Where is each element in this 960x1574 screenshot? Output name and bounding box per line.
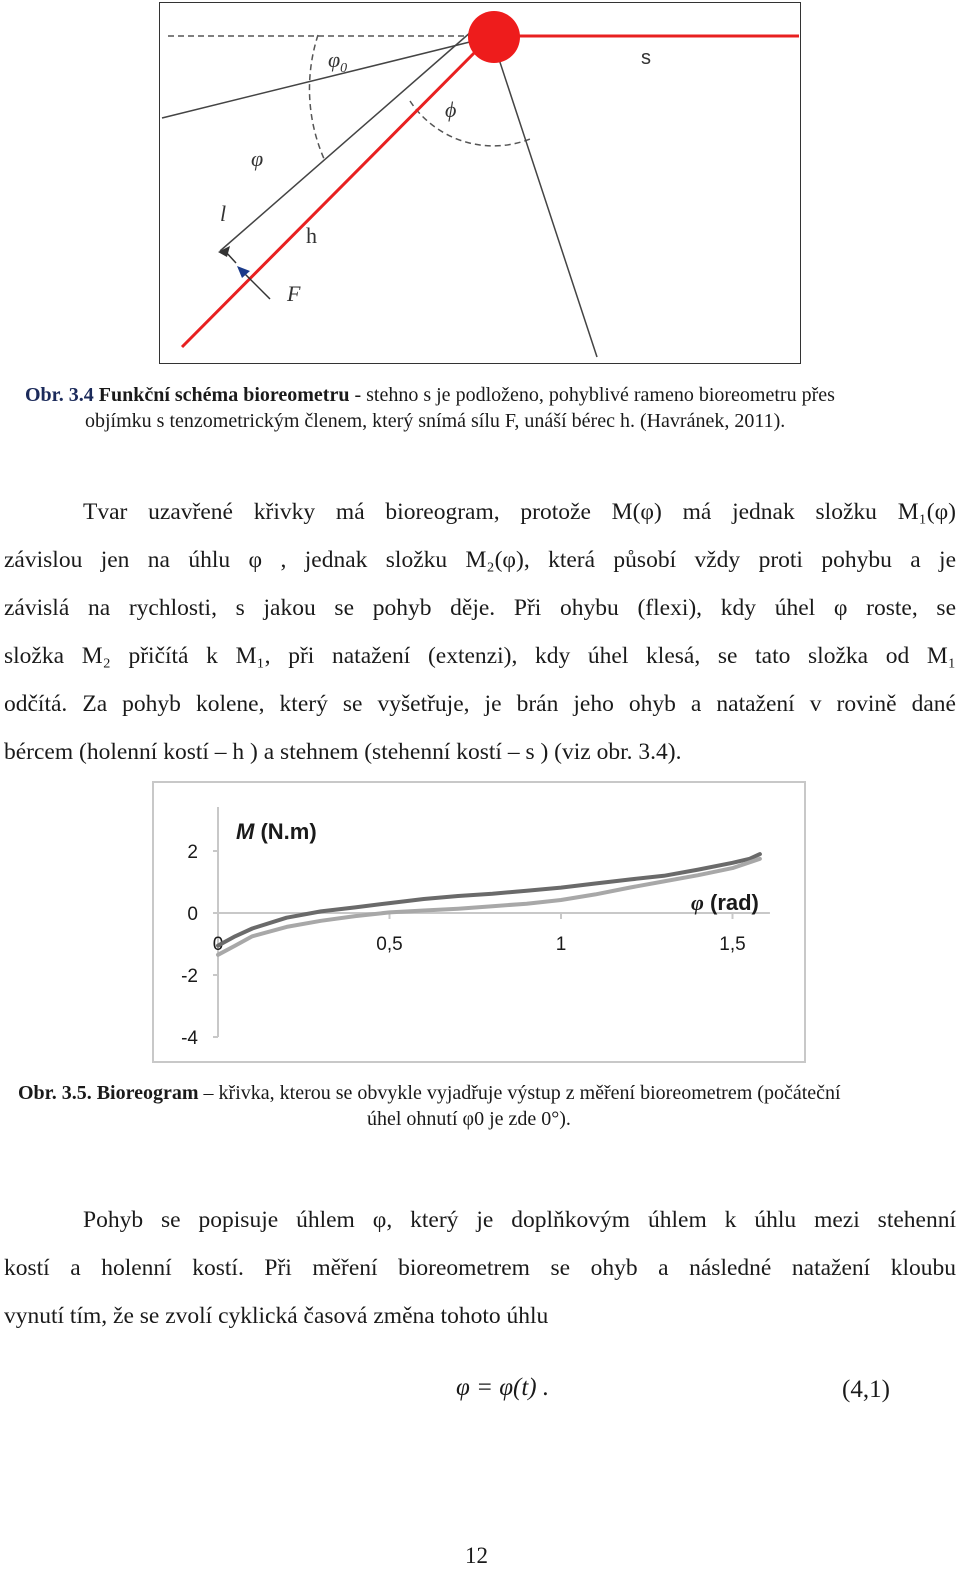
caption2-text-2: úhel ohnutí φ0 je zde 0°). (367, 1108, 571, 1130)
figure-3-4-diagram (159, 2, 801, 364)
paragraph-line: Tvar uzavřené křivky má bioreogram, protože M(φ) má jednak složku M₁(φ) (83, 499, 956, 525)
paragraph-line: složka M₂ přičítá k M₁, při natažení (extenzi), kdy úhel klesá, se tato složka od M₁ (4, 643, 956, 669)
paragraph-line: Pohyb se popisuje úhlem φ, který je doplňkovým úhlem k úhlu mezi stehenní (83, 1207, 956, 1233)
body-paragraph-2 (4, 1196, 956, 1340)
page-number: 12 (465, 1543, 488, 1568)
paragraph-line: kostí a holenní kostí. Při měření bioreometrem se ohyb a následné natažení kloubu (4, 1255, 956, 1281)
x-tick-label: 1 (555, 934, 567, 955)
caption2-line-1 (18, 1080, 948, 1106)
paragraph-line: závislá na rychlosti, s jakou se pohyb děje. Při ohybu (flexi), kdy úhel φ roste, se (4, 595, 956, 621)
caption2-label: Obr. 3.5. Bioreogram (18, 1082, 199, 1104)
x-tick-label: 1,5 (719, 934, 746, 955)
caption2-text-1: – křivka, kterou se obvykle vyjadřuje výstup z měření bioreometrem (počáteční (198, 1082, 841, 1104)
caption-title: Funkční schéma bioreometru (98, 384, 350, 406)
bioreometer-schema (160, 3, 799, 362)
x-tick-label: 0 (212, 934, 224, 955)
paragraph-line: bércem (holenní kostí – h ) a stehnem (stehenní kostí – s ) (viz obr. 3.4). (4, 739, 682, 765)
figure-3-5-caption (18, 1080, 948, 1132)
paragraph-line: odčítá. Za pohyb kolene, který se vyšetřuje, je brán jeho ohyb a natažení v rovině dané (4, 691, 956, 717)
x-tick-label: 0,5 (376, 934, 403, 955)
label-phi-small: ϕ (445, 97, 457, 122)
label-l: l (220, 201, 227, 226)
figure-3-5-chart (152, 781, 806, 1063)
y-tick-label: 0 (187, 904, 198, 925)
angle-arc-inner (410, 101, 530, 146)
body-paragraph-1 (4, 488, 956, 776)
label-phi: φ (251, 146, 264, 171)
figure-3-4-caption (25, 382, 945, 434)
equation-number: (4,1) (842, 1376, 890, 1403)
caption-line-1 (25, 382, 945, 408)
y-tick-label: -4 (181, 1028, 198, 1049)
caption-label: Obr. 3.4 (25, 384, 94, 406)
label-F: F (287, 281, 301, 306)
caption-text-1: - stehno s je podloženo, pohyblivé rameno bioreometru přes (349, 384, 835, 406)
thigh-reference-line (162, 37, 490, 118)
x-axis-label: φ (rad) (691, 890, 759, 915)
knee-joint-dot (468, 11, 520, 63)
paragraph-line: závislou jen na úhlu φ , jednak složku M₂(φ), která působí vždy proti pohybu a je (4, 547, 956, 573)
caption-text-2: objímku s tenzometrickým členem, který snímá sílu F, unáší bérec h. (Havránek, 2011). (85, 410, 786, 432)
series-line-1 (218, 854, 760, 946)
label-h: h (306, 223, 317, 248)
shin-line-h (182, 37, 490, 347)
y-axis-label: M (N.m) (236, 819, 317, 844)
equation: φ = φ(t) . (456, 1374, 550, 1401)
rotated-reference-line (493, 41, 597, 357)
paragraph-line: vynutí tím, že se zvolí cyklická časová změna tohoto úhlu (4, 1303, 549, 1329)
label-phi0: $\varphi_0$ (328, 47, 348, 76)
force-arrow (244, 273, 270, 299)
bioreogram-chart (154, 783, 804, 1061)
label-s: s (641, 47, 651, 69)
y-tick-label: -2 (181, 966, 198, 987)
angle-arc-outer (309, 35, 325, 161)
y-tick-label: 2 (187, 842, 198, 863)
